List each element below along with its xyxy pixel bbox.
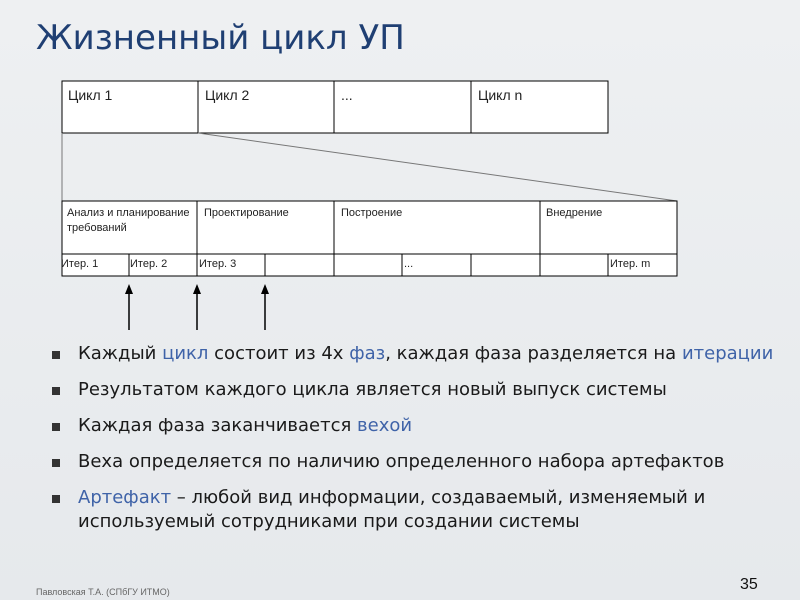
bullet-text <box>78 343 773 364</box>
highlighted-term: фаз <box>349 343 386 364</box>
bullet-item <box>48 486 788 534</box>
iteration-label: Итер. 3 <box>199 258 237 270</box>
bullet-square-icon <box>52 351 60 359</box>
bullet-text <box>78 487 705 532</box>
highlighted-term: цикл <box>162 343 209 364</box>
iteration-label: Итер. 1 <box>61 258 99 270</box>
cycle-label: ... <box>341 87 353 103</box>
footer-author: Павловская Т.А. (СПбГУ ИТМО) <box>36 587 170 597</box>
phase-label: Анализ и планирование требований <box>67 207 190 234</box>
phase-label: Построение <box>341 207 403 219</box>
bullet-item <box>48 450 788 474</box>
phase-label: Проектирование <box>204 207 289 219</box>
bullet-text <box>78 379 667 400</box>
bullet-text-segment: Результатом каждого цикла является новый выпуск системы <box>78 379 667 400</box>
milestone-arrow <box>261 284 269 330</box>
bullet-square-icon <box>52 387 60 395</box>
highlighted-term: вехой <box>357 415 413 436</box>
bullet-text <box>78 415 412 436</box>
bullet-item <box>48 342 788 366</box>
bullet-square-icon <box>52 423 60 431</box>
bullet-item <box>48 414 788 438</box>
cycle-label: Цикл 1 <box>68 87 113 103</box>
iteration-label: Итер. 2 <box>130 258 168 270</box>
bullet-text-segment: , каждая фаза разделяется на <box>385 343 682 364</box>
page-number: 35 <box>740 576 758 593</box>
bullet-text-segment: Каждый <box>78 343 163 364</box>
iteration-label: Итер. m <box>610 258 651 270</box>
bullet-square-icon <box>52 495 60 503</box>
bullet-text-segment: Каждая фаза заканчивается <box>78 415 358 436</box>
bullet-text <box>78 451 724 472</box>
phase-label: Внедрение <box>546 207 603 219</box>
bullet-list <box>48 342 788 546</box>
bullet-text-segment: – любой вид информации, создаваемый, изменяемый и используемый сотрудниками при создании системы <box>78 487 706 532</box>
slide-title: Жизненный цикл УП <box>36 18 405 58</box>
bullet-item <box>48 378 788 402</box>
milestone-arrow <box>125 284 133 330</box>
bullet-square-icon <box>52 459 60 467</box>
cycle-label: Цикл n <box>478 87 523 103</box>
highlighted-term: Артефакт <box>78 487 172 508</box>
bullet-text-segment: Веха определяется по наличию определенного набора артефактов <box>78 451 725 472</box>
bullet-text-segment: состоит из 4х <box>208 343 350 364</box>
highlighted-term: итерации <box>681 343 774 364</box>
cycle-label: Цикл 2 <box>205 87 250 103</box>
milestone-arrow <box>193 284 201 330</box>
iteration-label: ... <box>404 258 414 270</box>
expansion-line-right <box>198 133 677 201</box>
